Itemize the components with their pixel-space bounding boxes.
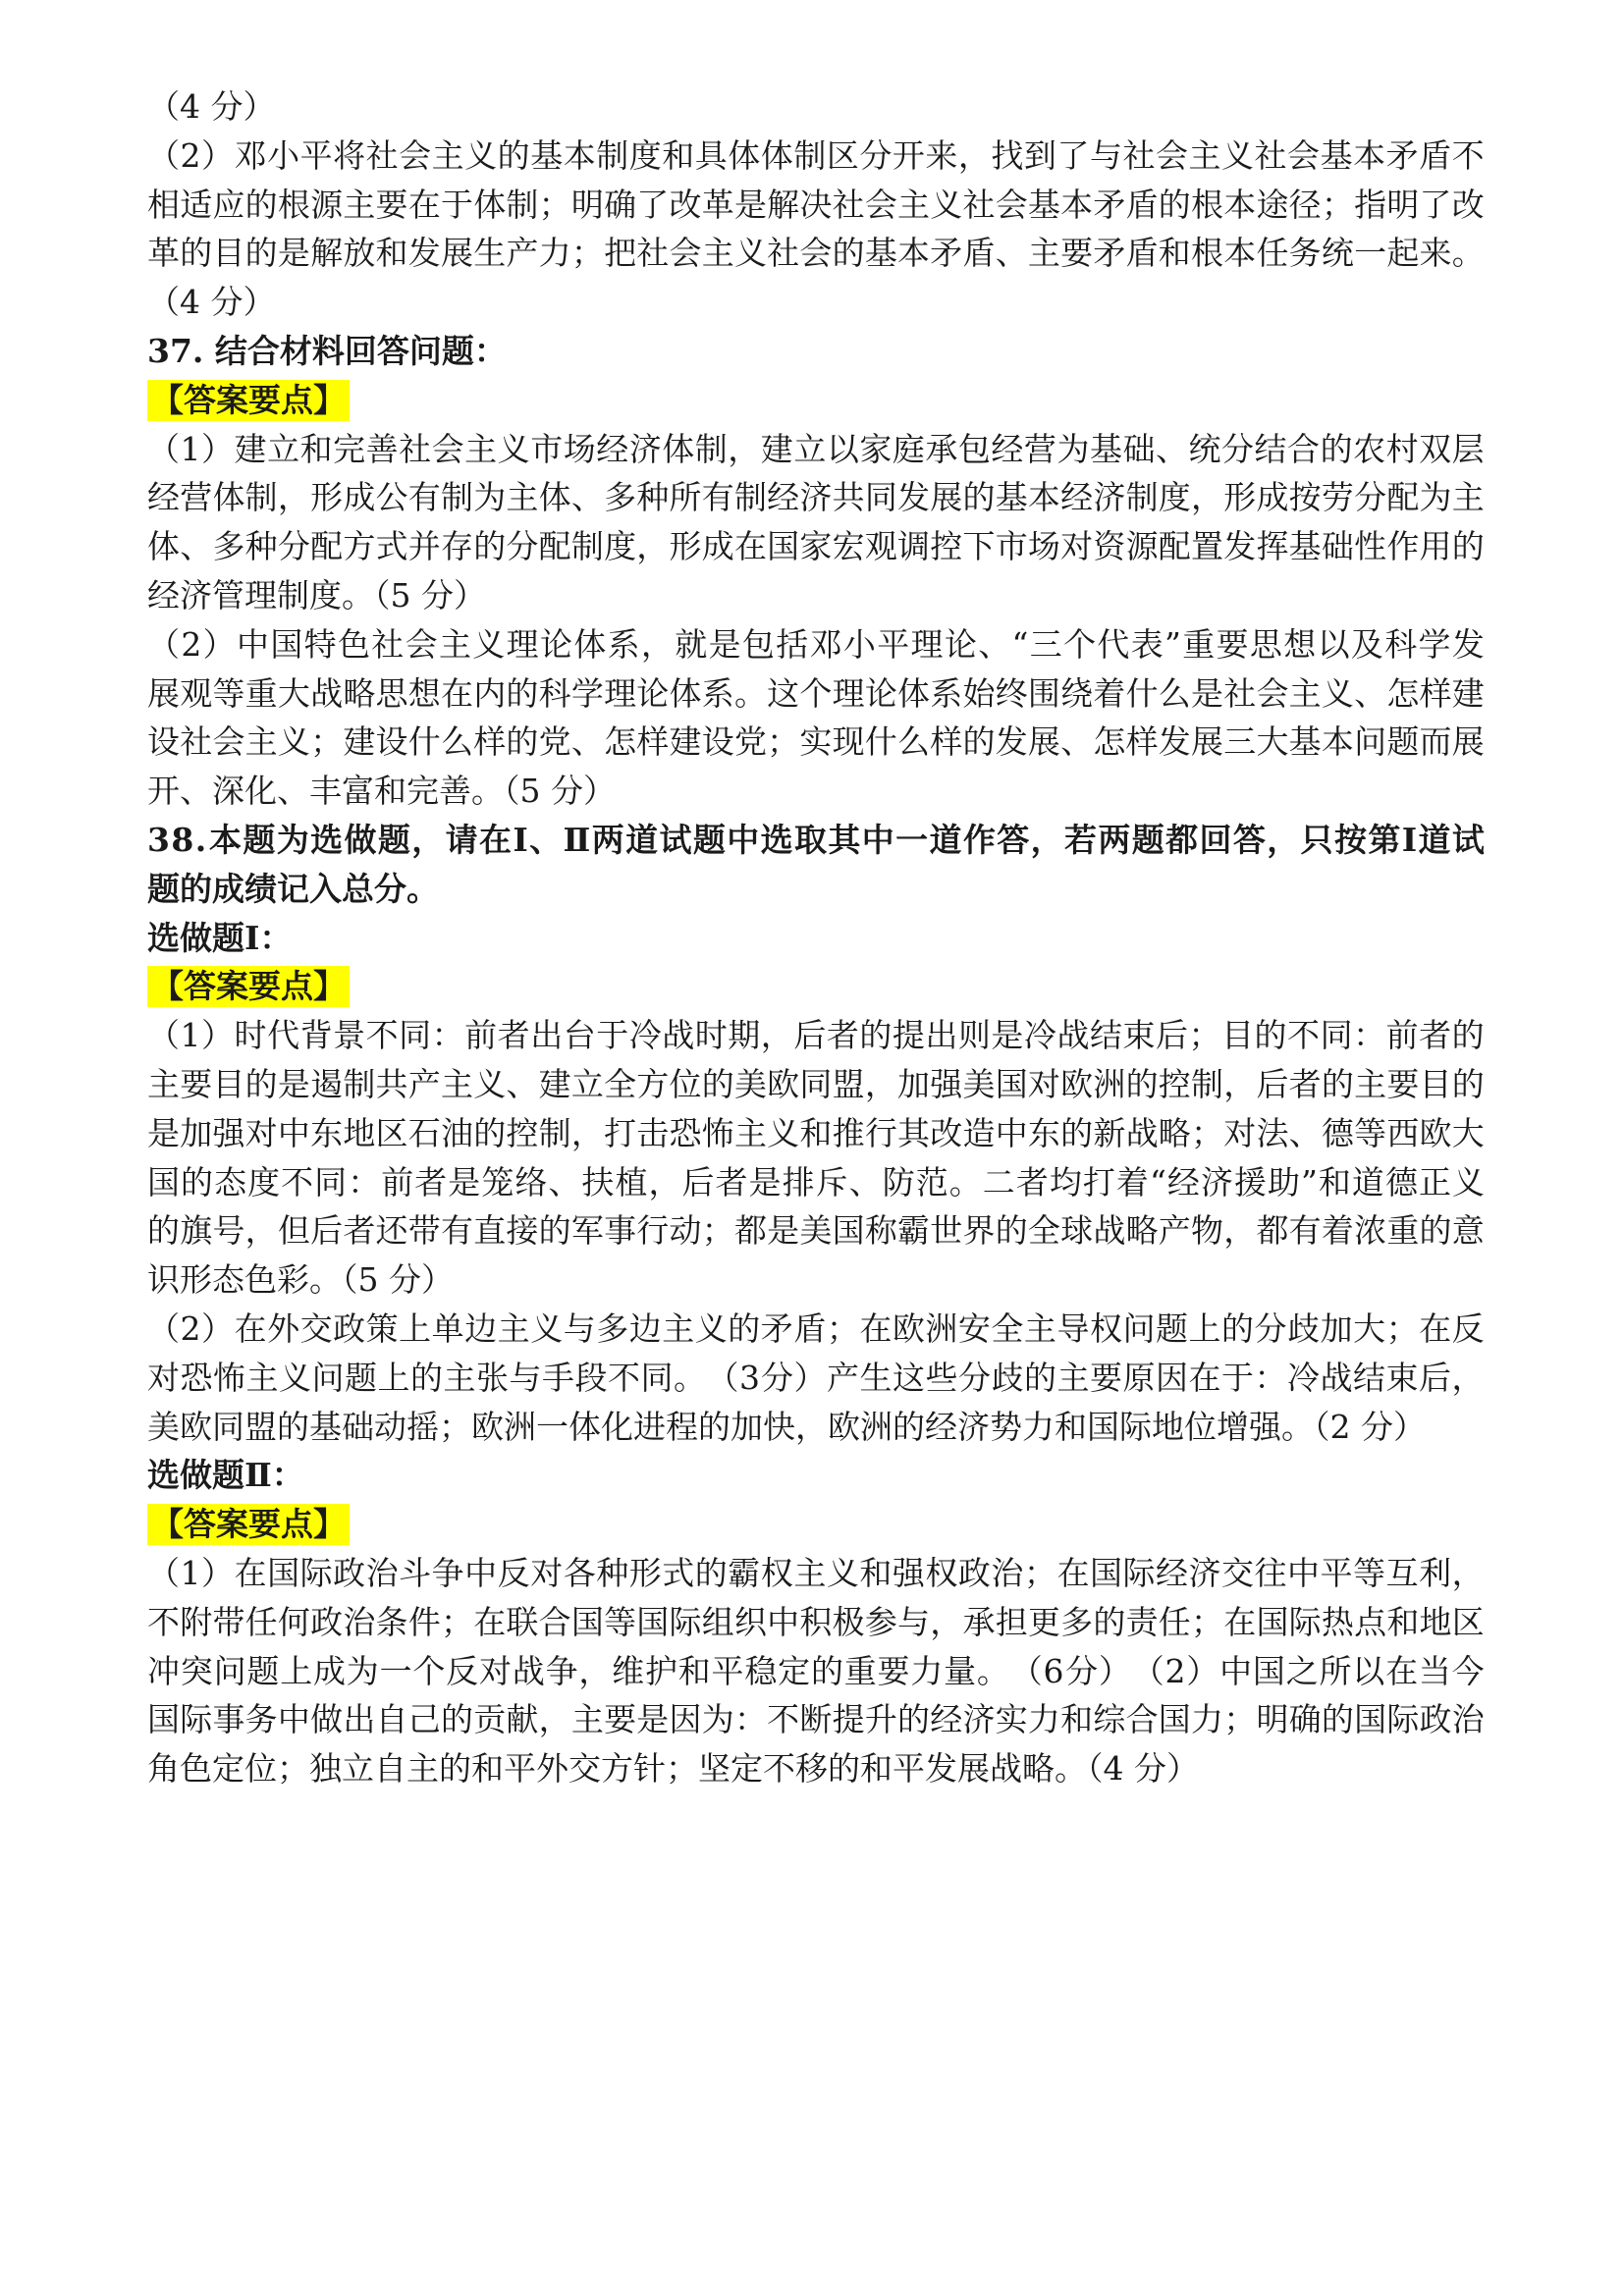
text-line: 相 适 应 的 根 源 主 要 在 于 体 制 ； 明 确 了 改 革 是 解 决 社 会 主 义 社 会 基 本 矛 盾 的 根 本 途 径 ； 指 明 了 改: [147, 185, 1485, 224]
text-line: 是 加 强 对 中 东 地 区 石 油 的 控 制 ， 打 击 恐 怖 主 义 和 推 行 其 改 造 中 东 的 新 战 略 ； 对 法 、 德 等 西 欧 大: [147, 1113, 1485, 1152]
text-line: （ 2 ） 在 外 交 政 策 上 单 边 主 义 与 多 边 主 义 的 矛 盾 ； 在 欧 洲 安 全 主 导 权 问 题 上 的 分 歧 加 大 ； 在 反: [147, 1308, 1485, 1348]
question-heading-line: 37. 结合材料回答问题：: [147, 331, 507, 370]
text-line: 冲 突 问 题 上 成 为 一 个 反 对 战 争 ， 维 护 和 平 稳 定 的 重 要 力 量 。 （ 6 分 ） （ 2 ） 中 国 之 所 以 在 当 今: [147, 1651, 1485, 1690]
text-line: 不 附 带 任 何 政 治 条 件 ； 在 联 合 国 等 国 际 组 织 中 积 极 参 与 ， 承 担 更 多 的 责 任 ； 在 国 际 热 点 和 地 区: [147, 1602, 1485, 1641]
answer-key-label: 【答案要点】: [147, 966, 350, 1007]
text-line: 主 要 目 的 是 遏 制 共 产 主 义 、 建 立 全 方 位 的 美 欧 同 盟 ， 加 强 美 国 对 欧 洲 的 控 制 ， 后 者 的 主 要 目 的: [147, 1064, 1485, 1103]
text-line: （4 分）: [147, 87, 276, 126]
text-line: 国 际 事 务 中 做 出 自 己 的 贡 献 ， 主 要 是 因 为 ： 不 断 提 升 的 经 济 实 力 和 综 合 国 力 ； 明 确 的 国 际 政 治: [147, 1700, 1485, 1739]
text-line: 经 营 体 制 ， 形 成 公 有 制 为 主 体 、 多 种 所 有 制 经 济 共 同 发 展 的 基 本 经 济 制 度 ， 形 成 按 劳 分 配 为 主: [147, 478, 1485, 517]
text-line: 角色定位；独立自主的和平外交方针；坚定不移的和平发展战略。（4 分）: [147, 1749, 1199, 1789]
text-line: 展 观 等 重 大 战 略 思 想 在 内 的 科 学 理 论 体 系 。 这 个 理 论 体 系 始 终 围 绕 着 什 么 是 社 会 主 义 、 怎 样 建: [147, 673, 1485, 713]
text-line: （ 1 ） 在 国 际 政 治 斗 争 中 反 对 各 种 形 式 的 霸 权 主 义 和 强 权 政 治 ； 在 国 际 经 济 交 往 中 平 等 互 利 ，: [147, 1553, 1485, 1592]
text-line: 革 的 目 的 是 解 放 和 发 展 生 产 力 ； 把 社 会 主 义 社 会 的 基 本 矛 盾 、 主 要 矛 盾 和 根 本 任 务 统 一 起 来 。: [147, 234, 1485, 273]
question-heading-line: 选做题Ⅱ：: [147, 1456, 304, 1495]
question-heading-line: 题的成绩记入总分。: [147, 869, 439, 908]
text-line: （ 1 ） 时 代 背 景 不 同 ： 前 者 出 台 于 冷 战 时 期 ， 后 者 的 提 出 则 是 冷 战 结 束 后 ； 目 的 不 同 ： 前 者 的: [147, 1016, 1485, 1055]
text-line: 开、深化、丰富和完善。（5 分）: [147, 772, 616, 811]
text-line: 美欧同盟的基础动摇；欧洲一体化进程的加快，欧洲的经济势力和国际地位增强。（2 分）: [147, 1407, 1426, 1446]
text-line: 对 恐 怖 主 义 问 题 上 的 主 张 与 手 段 不 同 。 （ 3 分 ） 产 生 这 些 分 歧 的 主 要 原 因 在 于 ： 冷 战 结 束 后 ，: [147, 1358, 1485, 1397]
answer-key-heading: [147, 1500, 1485, 1549]
text-line: 设 社 会 主 义 ； 建 设 什 么 样 的 党 、 怎 样 建 设 党 ； 实 现 什 么 样 的 发 展 、 怎 样 发 展 三 大 基 本 问 题 而 展: [147, 722, 1485, 762]
answer-key-label: 【答案要点】: [147, 380, 350, 421]
answer-key-heading: [147, 962, 1485, 1011]
text-line: 的 旗 号 ， 但 后 者 还 带 有 直 接 的 军 事 行 动 ； 都 是 美 国 称 霸 世 界 的 全 球 战 略 产 物 ， 都 有 着 浓 重 的 意: [147, 1211, 1485, 1251]
question-heading-line: 3 8 . 本 题 为 选 做 题 ， 请 在 Ⅰ 、 Ⅱ 两 道 试 题 中 选 取 其 中 一 道 作 答 ， 若 两 题 都 回 答 ， 只 按 第 Ⅰ 道 试: [147, 820, 1485, 859]
text-line: 识形态色彩。（5 分）: [147, 1260, 454, 1300]
text-line: 经济管理制度。（5 分）: [147, 575, 486, 614]
text-line: （ 2 ） 中 国 特 色 社 会 主 义 理 论 体 系 ， 就 是 包 括 邓 小 平 理 论 、 “ 三 个 代 表 ” 重 要 思 想 以 及 科 学 发: [147, 624, 1485, 664]
text-line: 体 、 多 种 分 配 方 式 并 存 的 分 配 制 度 ， 形 成 在 国 家 宏 观 调 控 下 市 场 对 资 源 配 置 发 挥 基 础 性 作 用 的: [147, 527, 1485, 566]
text-line: 国 的 态 度 不 同 ： 前 者 是 笼 络 、 扶 植 ， 后 者 是 排 斥 、 防 范 。 二 者 均 打 着 “ 经 济 援 助 ” 和 道 德 正 义: [147, 1162, 1485, 1201]
text-line: （ 2 ） 邓 小 平 将 社 会 主 义 的 基 本 制 度 和 具 体 体 制 区 分 开 来 ， 找 到 了 与 社 会 主 义 社 会 基 本 矛 盾 不: [147, 135, 1485, 175]
answer-key-heading: [147, 376, 1485, 425]
text-line: （ 1 ） 建 立 和 完 善 社 会 主 义 市 场 经 济 体 制 ， 建 立 以 家 庭 承 包 经 营 为 基 础 、 统 分 结 合 的 农 村 双 层: [147, 429, 1485, 468]
answer-document: [147, 82, 1485, 1793]
text-line: （4 分）: [147, 283, 276, 322]
answer-key-label: 【答案要点】: [147, 1504, 350, 1545]
question-heading-line: 选做题Ⅰ：: [147, 918, 293, 957]
